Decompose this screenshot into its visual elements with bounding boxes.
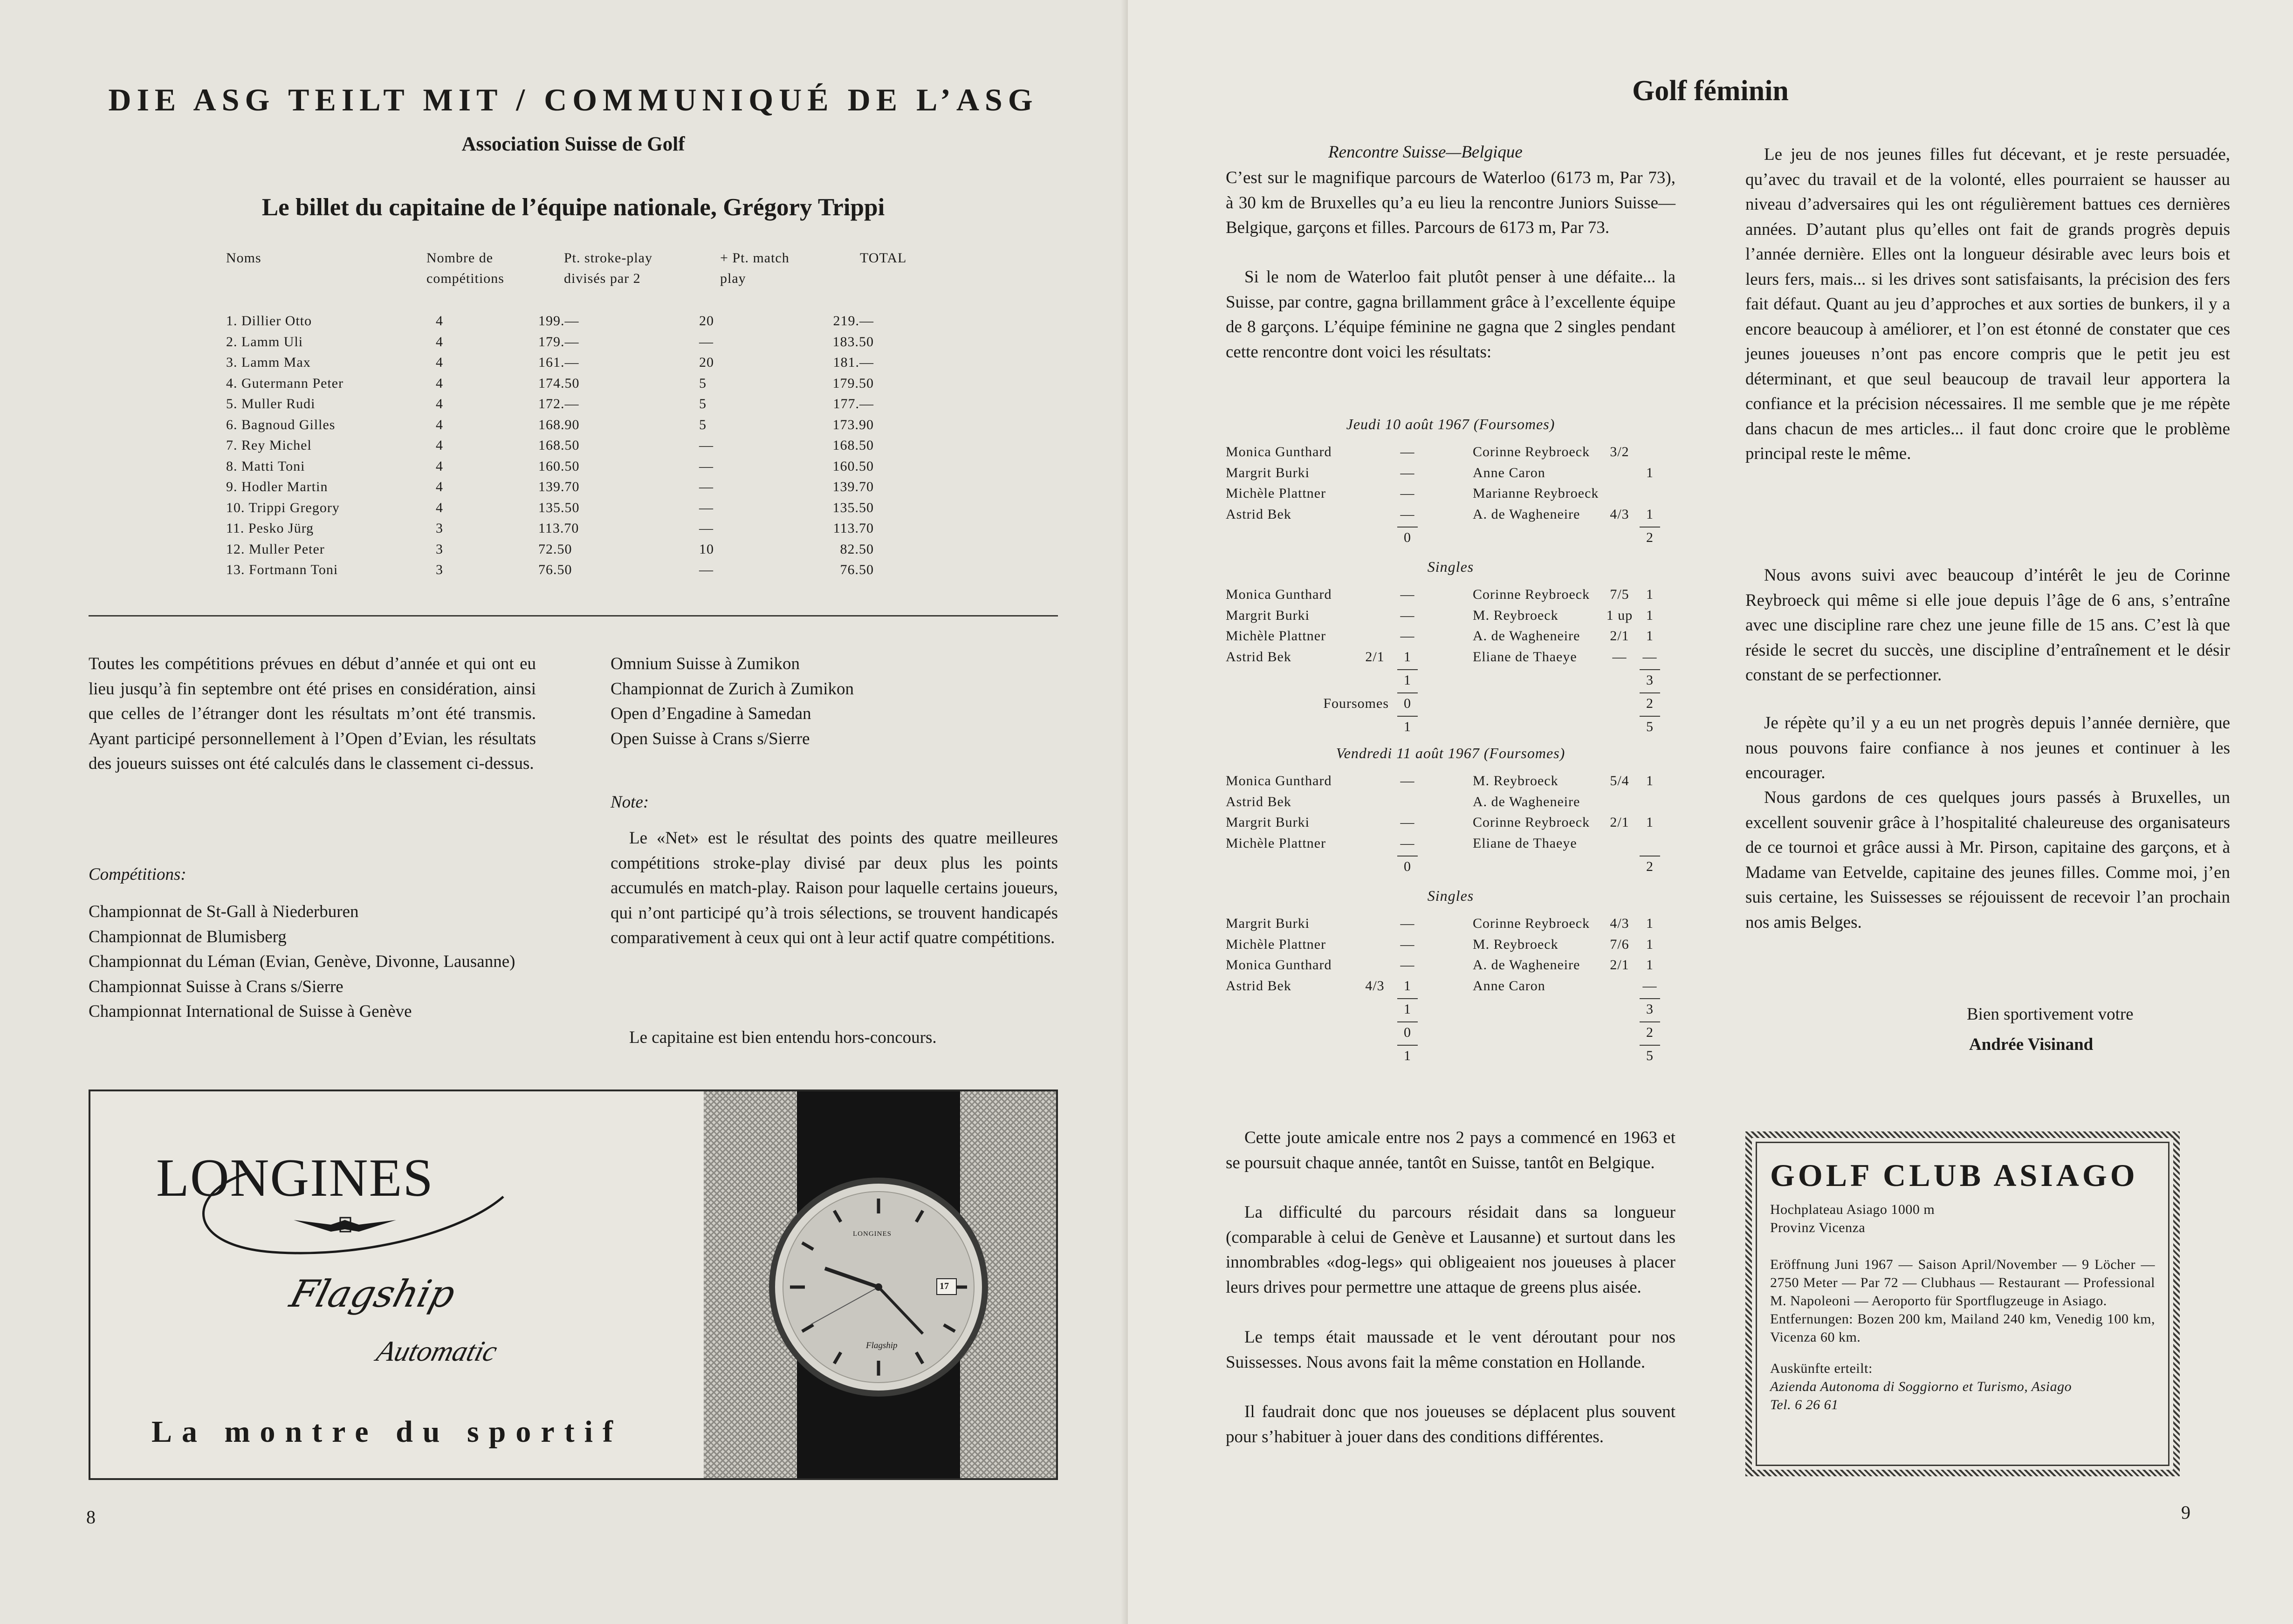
result-cell: 4/3 [1610, 916, 1629, 931]
table-cell: 161.— [538, 355, 579, 370]
table-row [226, 438, 934, 459]
result-cell: Marianne Reybroeck [1473, 486, 1599, 501]
list-item: Championnat de Blumisberg [89, 927, 287, 946]
result-cell: A. de Wagheneire [1473, 628, 1580, 644]
watch-brand: LONGINES [853, 1230, 892, 1238]
list-item: Championnat de St-Gall à Niederburen [89, 902, 359, 921]
table-cell: 174.50 [538, 375, 580, 391]
result-cell: 1 [1646, 957, 1654, 973]
ad-box-line2: Provinz Vicenza [1770, 1220, 1866, 1235]
paragraph-3: Cette joute amicale entre nos 2 pays a commencé en 1963 et se poursuit chaque année, tantôt en Suisse, tantôt en Belgique. [1226, 1128, 1675, 1172]
result-cell: — [1612, 649, 1627, 665]
table-cell: 3 [436, 541, 443, 557]
ad-box-distances: Entfernungen: Bozen 200 km, Mailand 240 km, Venedig 100 km, Vicenza 60 km. [1770, 1311, 2155, 1345]
table-cell: — [699, 334, 714, 349]
left-page [0, 0, 1128, 1624]
result-subtotal: 1 [1404, 672, 1411, 688]
table-cell: 1. Dillier Otto [226, 313, 312, 329]
table-header-total: TOTAL [860, 250, 907, 266]
result-total: 2 [1646, 530, 1654, 545]
result-cell: — [1400, 835, 1415, 851]
watch-date: 17 [940, 1281, 949, 1291]
table-cell: 82.50 [840, 541, 874, 557]
table-cell: 3 [436, 521, 443, 536]
table-cell: 13. Fortmann Toni [226, 562, 338, 577]
table-cell: 8. Matti Toni [226, 458, 305, 474]
table-cell: 12. Muller Peter [226, 541, 325, 557]
result-cell: Anne Caron [1473, 465, 1545, 480]
ranking-table [226, 313, 934, 583]
ad-box-info-label: Auskünfte erteilt: [1770, 1361, 1873, 1376]
result-cell: 1 [1646, 607, 1654, 623]
result-cell: 4/3 [1610, 506, 1629, 522]
result-cell: Monica Gunthard [1226, 444, 1332, 459]
result-cell: 1 [1646, 936, 1654, 952]
competitions-heading: Compétitions: [89, 865, 186, 884]
table-cell: 5 [699, 417, 707, 432]
result-cell: A. de Wagheneire [1473, 957, 1580, 973]
article-subtitle: Rencontre Suisse—Belgique [1328, 143, 1523, 162]
result-cell: — [1400, 444, 1415, 459]
table-cell: 4 [436, 375, 443, 391]
result-cell: 1 [1646, 506, 1654, 522]
column2-paragraph-2: Nous avons suivi avec beaucoup d’intérêt le jeu de Corinne Reybroeck qui même si elle joue depuis l’âge de 6 ans, s’entraîne avec une discipline rare chez une jeune fille de 15 ans. C’est là que réside le secret du succès, une discipline d’entraînement et le désir constant de se perfectionner. [1745, 566, 2230, 685]
table-cell: 173.90 [832, 417, 874, 432]
result-cell: Margrit Burki [1226, 916, 1310, 931]
table-cell: 139.70 [832, 479, 874, 494]
table-cell: 3. Lamm Max [226, 355, 311, 370]
paragraph-1: C’est sur le magnifique parcours de Waterloo (6173 m, Par 73), à 30 km de Bruxelles qu’a eu lieu la rencontre Juniors Suisse—Belgique, garçons et filles. Parcours de 6173 m, Par 73. [1226, 168, 1675, 237]
result-cell: Corinne Reybroeck [1473, 815, 1590, 830]
ad-flagship: Flagship [285, 1272, 460, 1316]
ad-automatic: Automatic [373, 1336, 501, 1367]
table-cell: 183.50 [832, 334, 874, 349]
table-cell: 10. Trippi Gregory [226, 500, 340, 515]
table-row [226, 396, 934, 417]
list-item: Championnat International de Suisse à Genève [89, 1002, 412, 1021]
result-cell: Corinne Reybroeck [1473, 916, 1590, 931]
ad-box-line1: Hochplateau Asiago 1000 m [1770, 1202, 1935, 1217]
result-cell: A. de Wagheneire [1473, 794, 1580, 809]
ad-box-info-2: Tel. 6 26 61 [1770, 1397, 1839, 1412]
paragraph-2: Si le nom de Waterloo fait plutôt penser à une défaite... la Suisse, par contre, gagna brillamment grâce à l’excellente équipe de 8 garçons. L’équipe féminine ne gagna que 2 singles pendant cette rencontre dont voici les résultats: [1226, 267, 1675, 362]
result-subtotal: 2 [1646, 1025, 1654, 1040]
table-row [226, 334, 934, 355]
result-cell: Margrit Burki [1226, 815, 1310, 830]
result-cell: 3/2 [1610, 444, 1629, 459]
results-heading: Singles [1427, 558, 1474, 575]
watch-icon [704, 1091, 1056, 1478]
table-cell: 9. Hodler Martin [226, 479, 328, 494]
ad-box-title: GOLF CLUB ASIAGO [1770, 1158, 2138, 1193]
result-cell: M. Reybroeck [1473, 607, 1558, 623]
result-subtotal: Foursomes [1323, 696, 1389, 711]
result-cell: 4/3 [1365, 978, 1385, 994]
table-cell: 4 [436, 417, 443, 432]
list-item: Open d’Engadine à Samedan [611, 704, 811, 723]
table-cell: — [699, 521, 714, 536]
result-subtotal: 0 [1404, 1025, 1411, 1040]
table-row [226, 500, 934, 521]
result-total: 0 [1404, 530, 1411, 545]
page-title: Golf féminin [1632, 75, 1789, 107]
result-subtotal: 5 [1646, 719, 1654, 734]
table-cell: 219.— [833, 313, 874, 329]
table-cell: — [699, 438, 714, 453]
list-item: Championnat Suisse à Crans s/Sierre [89, 977, 343, 996]
table-row [226, 355, 934, 376]
table-cell: 4 [436, 355, 443, 370]
paragraph-5: Le temps était maussade et le vent déroutant pour nos Suissesses. Nous avons fait la même constation en Hollande. [1226, 1328, 1675, 1372]
result-cell: 1 [1404, 649, 1411, 665]
result-subtotal: 1 [1404, 719, 1411, 734]
result-cell: Monica Gunthard [1226, 957, 1332, 973]
table-cell: 179.— [538, 334, 579, 349]
column2-paragraph-3: Je répète qu’il y a eu un net progrès depuis l’année dernière, que nous pouvons faire confiance à nos jeunes et continuer à les encourager. [1745, 713, 2230, 782]
result-cell: — [1400, 506, 1415, 522]
competitions-list [89, 899, 536, 1024]
column2-paragraph-4: Nous gardons de ces quelques jours passés à Bruxelles, un excellent souvenir grâce à l’hospitalité chaleureuse des organisateurs de ce tournoi et grâce aussi à Mr. Pirson, capitaine des garçons, et à Madame van Eetvelde, capitaine des jeunes filles. Comme moi, j’en suis certaine, les Suissesses se réjouissent de recevoir l’an prochain nos amis Belges. [1745, 788, 2230, 932]
ad-slogan: La montre du sportif [151, 1415, 623, 1449]
competitions-list-right [611, 651, 1058, 751]
result-cell: 1 [1404, 978, 1411, 994]
table-row [226, 541, 934, 562]
page-header: DIE ASG TEILT MIT / COMMUNIQUÉ DE L’ASG [108, 82, 1038, 117]
column2-paragraph-1: Le jeu de nos jeunes filles fut décevant, et je reste persuadée, qu’avec du travail et de la volonté, elles pourraient se hausser au niveau d’adversaires qui les ont régulièrement battues ces dernières années. D’autant plus qu’elles ont fait de grands progrès depuis l’année dernière. Elles ont la longueur désirable avec leurs bois et leurs fers, mais... si les drives sont satisfaisants, la précision des fers fait défaut. Quant au jeu d’approches et aux sorties de bunkers, il y a encore beaucoup à améliorer, et l’on est étonné de constater que ces jeunes joueuses n’ont pas encore compris que le petit jeu est déterminant, et que seul beaucoup de travail leur apportera la confiance et la précision nécessaires. Il me semble que je me répète dans chacun de mes articles... il faut donc croire que le problème principal reste le même. [1745, 145, 2230, 463]
table-cell: 113.70 [538, 521, 579, 536]
results-heading: Jeudi 10 août 1967 (Foursomes) [1346, 416, 1555, 432]
captain-note: Le capitaine est bien entendu hors-concours. [629, 1028, 937, 1047]
table-cell: 72.50 [538, 541, 572, 557]
result-cell: Michèle Plattner [1226, 486, 1326, 501]
result-cell: — [1642, 649, 1657, 665]
page-number: 8 [86, 1507, 96, 1528]
table-cell: 20 [699, 313, 714, 329]
result-cell: 1 [1646, 587, 1654, 602]
result-subtotal: 1 [1404, 1048, 1411, 1063]
table-row [226, 562, 934, 583]
result-cell: Michèle Plattner [1226, 936, 1326, 952]
result-cell: Eliane de Thaeye [1473, 835, 1577, 851]
table-row [226, 376, 934, 397]
table-cell: 20 [699, 355, 714, 370]
table-row [226, 417, 934, 438]
result-cell: — [1400, 916, 1415, 931]
result-cell: 2/1 [1610, 628, 1629, 644]
result-cell: — [1400, 815, 1415, 830]
article-title: Le billet du capitaine de l’équipe nationale, Grégory Trippi [261, 194, 885, 221]
result-cell: M. Reybroeck [1473, 936, 1558, 952]
results-heading: Singles [1427, 887, 1474, 904]
table-cell: 4 [436, 500, 443, 515]
table-cell: — [699, 562, 714, 577]
result-subtotal: 3 [1646, 1001, 1654, 1017]
table-cell: 181.— [833, 355, 874, 370]
table-cell: 199.— [538, 313, 579, 329]
table-row [226, 479, 934, 500]
table-cell: 4 [436, 479, 443, 494]
result-subtotal: 0 [1404, 696, 1411, 711]
table-cell: 6. Bagnoud Gilles [226, 417, 336, 432]
table-cell: 4 [436, 458, 443, 474]
table-header-strokeplay: Pt. stroke-play divisés par 2 [564, 250, 652, 286]
ad-box-info-1: Azienda Autonoma di Soggiorno et Turismo, Asiago [1770, 1379, 2072, 1394]
table-cell: 5 [699, 396, 707, 411]
result-cell: — [1400, 465, 1415, 480]
result-cell: 2/1 [1610, 957, 1629, 973]
table-cell: 168.90 [538, 417, 580, 432]
table-cell: 139.70 [538, 479, 580, 494]
table-cell: 177.— [833, 396, 874, 411]
result-cell: Astrid Bek [1226, 978, 1291, 994]
golf-club-asiago-ad [1745, 1131, 2180, 1476]
table-cell: 172.— [538, 396, 579, 411]
table-cell: 10 [699, 541, 714, 557]
table-cell: 7. Rey Michel [226, 438, 312, 453]
result-cell: — [1642, 978, 1657, 994]
divider [89, 615, 1058, 617]
result-cell: — [1400, 607, 1415, 623]
table-header-names: Noms [226, 250, 261, 266]
result-cell: 1 [1646, 628, 1654, 644]
result-cell: Michèle Plattner [1226, 628, 1326, 644]
result-cell: 7/5 [1610, 587, 1629, 602]
page-subheader: Association Suisse de Golf [461, 133, 685, 155]
result-cell: — [1400, 773, 1415, 788]
result-cell: — [1400, 936, 1415, 952]
table-cell: 4 [436, 396, 443, 411]
table-cell: 135.50 [538, 500, 580, 515]
result-cell: Michèle Plattner [1226, 835, 1326, 851]
signature: Andrée Visinand [1969, 1035, 2094, 1054]
table-cell: 5. Muller Rudi [226, 396, 316, 411]
table-cell: 4 [436, 438, 443, 453]
list-item: Championnat de Zurich à Zumikon [611, 679, 854, 699]
result-cell: — [1400, 486, 1415, 501]
table-cell: — [699, 500, 714, 515]
table-cell: 11. Pesko Jürg [226, 521, 314, 536]
result-cell: Eliane de Thaeye [1473, 649, 1577, 665]
result-cell: Margrit Burki [1226, 607, 1310, 623]
result-subtotal: 3 [1646, 672, 1654, 688]
list-item: Championnat du Léman (Evian, Genève, Divonne, Lausanne) [89, 952, 515, 971]
result-cell: Monica Gunthard [1226, 587, 1332, 602]
table-cell: 3 [436, 562, 443, 577]
result-cell: Astrid Bek [1226, 794, 1291, 809]
table-cell: 76.50 [840, 562, 874, 577]
note-text: Le «Net» est le résultat des points des quatre meilleures compétitions stroke-play divisé par deux plus les points accumulés en match-play. Raison pour laquelle certains joueurs, qui n’ont participé qu’à trois sélections, se trouvent handicapés comparativement à ceux qui ont à leur actif quatre compétitions. [611, 829, 1058, 947]
table-header-competitions: Nombre de compétitions [426, 250, 504, 286]
note-heading: Note: [611, 793, 649, 812]
longines-logo: LONGINES [156, 1148, 434, 1208]
table-cell: 76.50 [538, 562, 572, 577]
result-cell: 7/6 [1610, 936, 1629, 952]
table-cell: 4 [436, 313, 443, 329]
result-cell: — [1400, 957, 1415, 973]
result-cell: 2/1 [1365, 649, 1385, 665]
table-cell: — [699, 458, 714, 474]
result-cell: Anne Caron [1473, 978, 1545, 994]
result-total: 0 [1404, 859, 1411, 874]
table-row [226, 521, 934, 541]
result-cell: 1 [1646, 815, 1654, 830]
result-cell: 2/1 [1610, 815, 1629, 830]
paragraph-6: Il faudrait donc que nos joueuses se déplacent plus souvent pour s’habituer à jouer dans des conditions différentes. [1226, 1402, 1675, 1446]
result-cell: 1 [1646, 916, 1654, 931]
result-cell: Margrit Burki [1226, 465, 1310, 480]
logo-swoosh-icon [177, 1155, 513, 1262]
table-cell: 4 [436, 334, 443, 349]
table-cell: — [699, 479, 714, 494]
table-row [226, 459, 934, 480]
table-cell: 168.50 [832, 438, 874, 453]
table-cell: 135.50 [832, 500, 874, 515]
table-cell: 179.50 [832, 375, 874, 391]
right-page [1128, 0, 2293, 1624]
paragraph-4: La difficulté du parcours résidait dans sa longueur (comparable à celui de Genève et Lausanne) et surtout dans les innombrables «dog-legs» qui obligeaient nos joueuses à placer leurs drives pour permettre une attaque de greens plus aisée. [1226, 1203, 1675, 1297]
table-cell: 4. Gutermann Peter [226, 375, 344, 391]
result-cell: Astrid Bek [1226, 649, 1291, 665]
intro-text: Toutes les compétitions prévues en début d’année et qui ont eu lieu jusqu’à fin septembre ont été prises en considération, ainsi que celles de l’étranger dont les résultats m’ont été transmis. Ayant participé personnellement à l’Open d’Evian, les résultats des joueurs suisses ont été calculés dans le classement ci-dessus. [89, 654, 536, 773]
result-cell: 1 [1646, 773, 1654, 788]
result-cell: M. Reybroeck [1473, 773, 1558, 788]
result-cell: Corinne Reybroeck [1473, 587, 1590, 602]
list-item: Open Suisse à Crans s/Sierre [611, 729, 810, 748]
result-cell: Monica Gunthard [1226, 773, 1332, 788]
result-cell: Astrid Bek [1226, 506, 1291, 522]
list-item: Omnium Suisse à Zumikon [611, 654, 800, 673]
table-cell: 5 [699, 375, 707, 391]
result-subtotal: 1 [1404, 1001, 1411, 1017]
table-cell: 113.70 [833, 521, 874, 536]
result-cell: 1 [1646, 465, 1654, 480]
result-cell: — [1400, 628, 1415, 644]
result-cell: A. de Wagheneire [1473, 506, 1580, 522]
result-cell: Corinne Reybroeck [1473, 444, 1590, 459]
table-header-matchplay: + Pt. match play [720, 250, 790, 286]
page-number: 9 [2181, 1502, 2190, 1523]
table-row [226, 313, 934, 334]
closing-line: Bien sportivement votre [1967, 1005, 2134, 1024]
result-cell: — [1400, 587, 1415, 602]
table-cell: 160.50 [832, 458, 874, 474]
table-cell: 168.50 [538, 438, 580, 453]
result-subtotal: 2 [1646, 696, 1654, 711]
result-cell: 5/4 [1610, 773, 1629, 788]
result-subtotal: 5 [1646, 1048, 1654, 1063]
watch-model: Flagship [866, 1341, 898, 1350]
table-cell: 160.50 [538, 458, 580, 474]
results-heading: Vendredi 11 août 1967 (Foursomes) [1336, 745, 1565, 761]
result-total: 2 [1646, 859, 1654, 874]
ad-box-details: Eröffnung Juni 1967 — Saison April/November — 9 Löcher — 2750 Meter — Par 72 — Clubhaus — Restaurant — Professional M. Napoleoni — Aeroporto für Sportflugzeuge in Asiago. [1770, 1257, 2155, 1309]
result-cell: 1 up [1606, 607, 1633, 623]
table-cell: 2. Lamm Uli [226, 334, 303, 349]
